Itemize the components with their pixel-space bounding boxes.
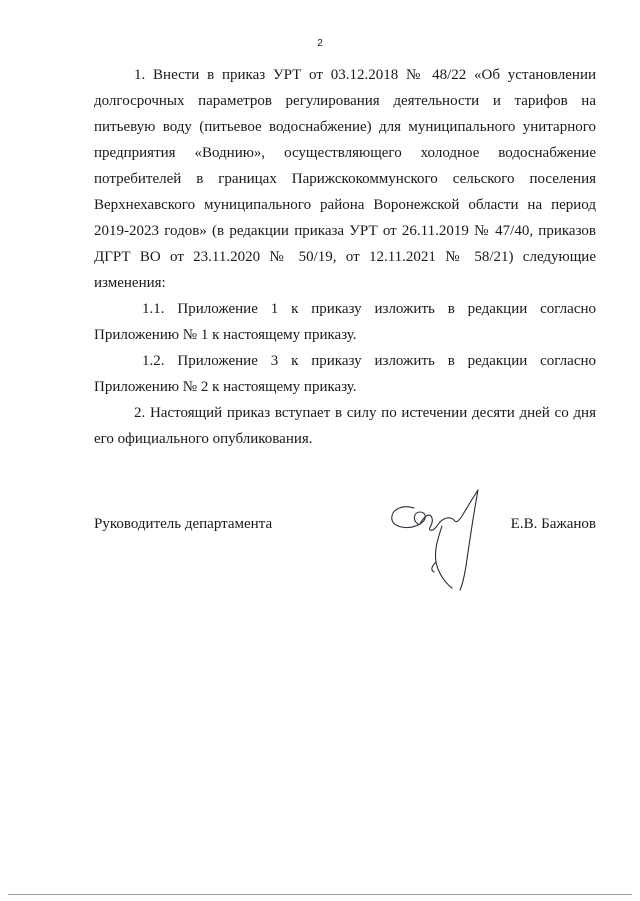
paragraph-1-2: 1.2. Приложение 3 к приказу изложить в редакции согласно Приложению № 2 к настоящему приказу.	[94, 353, 596, 395]
document-body	[94, 62, 596, 452]
paragraph-1-1: 1.1. Приложение 1 к приказу изложить в редакции согласно Приложению № 1 к настоящему приказу.	[94, 301, 596, 343]
signatory-name: Е.В. Бажанов	[510, 516, 596, 532]
page-number: 2	[317, 38, 323, 49]
paragraph-1: 1. Внести в приказ УРТ от 03.12.2018 № 48/22 «Об установлении долгосрочных параметров регулирования деятельности и тарифов на питьевую воду (питьевое водоснабжение) для муниципального унитарного предприятия «Воднию», осуществляющего холодное водоснабжение потребителей в границах Парижскокоммунского сельского поселения Верхнехавского муниципального района Воронежской области на период 2019-2023 годов» (в редакции приказа УРТ от 26.11.2019 № 47/40, приказов ДГРТ ВО от 23.11.2020 № 50/19, от 12.11.2021 № 58/21) следующие изменения:	[94, 67, 596, 291]
scan-edge-line	[8, 894, 632, 895]
paragraph-2: 2. Настоящий приказ вступает в силу по истечении десяти дней со дня его официального опубликования.	[94, 405, 596, 447]
signatory-position: Руководитель департамента	[94, 516, 273, 532]
handwritten-signature	[384, 486, 492, 594]
